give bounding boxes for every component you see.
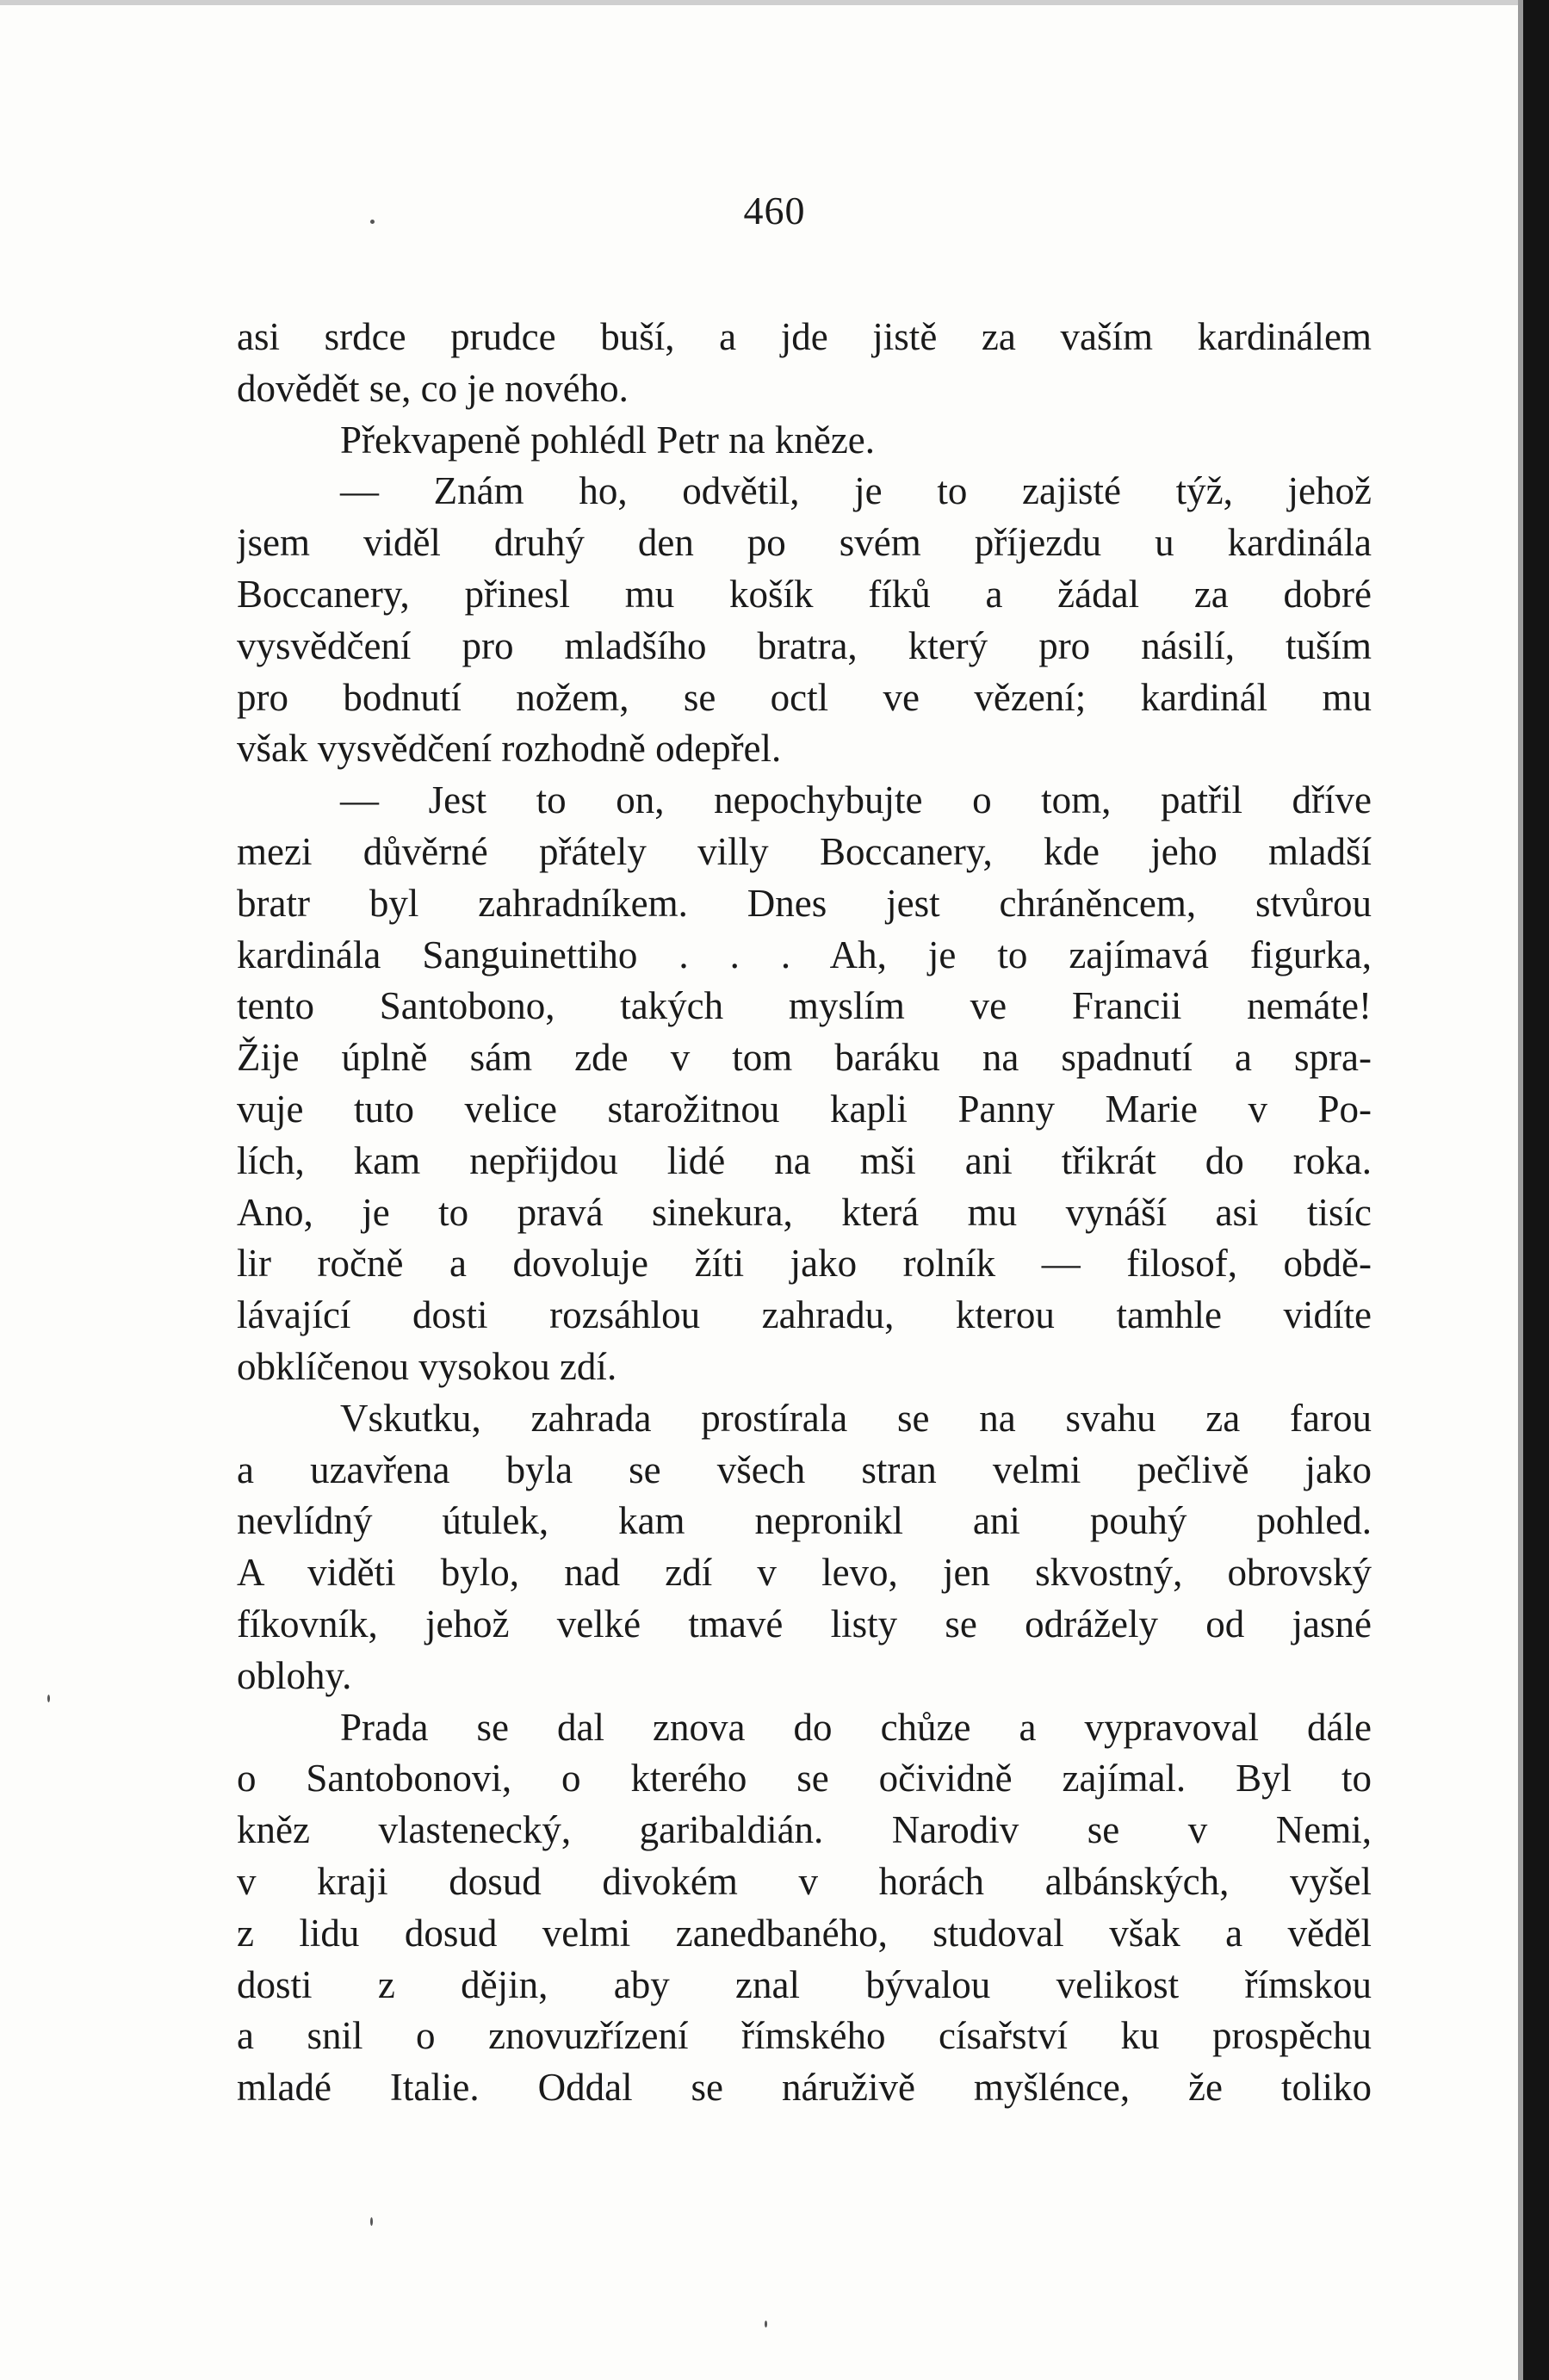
text-line: mladé Italie. Oddal se náruživě myšlénce, že toliko [237, 2066, 1372, 2110]
text-line: tento Santobono, takých myslím ve Francii nemáte! [237, 984, 1372, 1028]
text-line: Žije úplně sám zde v tom baráku na spadnutí a spra- [237, 1036, 1372, 1080]
text-line: a uzavřena byla se všech stran velmi pečlivě jako [237, 1447, 1372, 1491]
text-line: oblohy. [237, 1653, 352, 1697]
text-line: v kraji dosud divokém v horách albánských, vyšel [237, 1859, 1372, 1903]
text-line: z lidu dosud velmi zanedbaného, studoval však a věděl [237, 1911, 1372, 1955]
text-line: jsem viděl druhý den po svém příjezdu u kardinála [237, 521, 1372, 565]
text-line: Ano, je to pravá sinekura, která mu vynáší asi tisíc [237, 1190, 1372, 1234]
text-line: lích, kam nepřijdou lidé na mši ani třikrát do roka. [237, 1138, 1372, 1182]
body-text [237, 312, 1372, 2114]
scan-speck [370, 2217, 373, 2226]
text-line: dovědět se, co je nového. [237, 366, 629, 410]
text-line: kněz vlastenecký, garibaldián. Narodiv se v Nemi, [237, 1808, 1372, 1852]
text-line: — Znám ho, odvětil, je to zajisté týž, jehož [340, 469, 1372, 513]
page-right-edge [1523, 0, 1549, 2380]
text-line: pro bodnutí nožem, se octl ve vězení; kardinál mu [237, 675, 1372, 719]
text-line: vuje tuto velice starožitnou kapli Panny Marie v Po- [237, 1087, 1372, 1131]
text-line: fíkovník, jehož velké tmavé listy se odrážely od jasné [237, 1602, 1372, 1646]
text-line: Vskutku, zahrada prostírala se na svahu za farou [340, 1396, 1372, 1440]
scan-speck [765, 2321, 767, 2327]
text-line: kardinála Sanguinettiho . . . Ah, je to zajímavá figurka, [237, 933, 1372, 976]
text-line: obklíčenou vysokou zdí. [237, 1344, 617, 1388]
text-line: dosti z dějin, aby znal bývalou velikost římskou [237, 1962, 1372, 2006]
text-line: asi srdce prudce buší, a jde jistě za vaším kardinálem [237, 315, 1372, 358]
text-line: A viděti bylo, nad zdí v levo, jen skvostný, obrovský [237, 1551, 1372, 1595]
text-line: mezi důvěrné přátely villy Boccanery, kde jeho mladší [237, 829, 1372, 873]
page-top-edge [0, 0, 1523, 5]
scan-speck [47, 1695, 50, 1702]
page-number: 460 [743, 189, 806, 232]
text-line: a snil o znovuzřízení římského císařství ku prospěchu [237, 2014, 1372, 2058]
text-line: bratr byl zahradníkem. Dnes jest chráněncem, stvůrou [237, 881, 1372, 925]
text-line: Boccanery, přinesl mu košík fíků a žádal za dobré [237, 572, 1372, 616]
text-line: vysvědčení pro mladšího bratra, který pro násilí, tuším [237, 623, 1372, 667]
text-line: nevlídný útulek, kam nepronikl ani pouhý pohled. [237, 1499, 1372, 1543]
text-line: — Jest to on, nepochybujte o tom, patřil dříve [340, 778, 1372, 822]
text-line: o Santobonovi, o kterého se očividně zajímal. Byl to [237, 1757, 1372, 1800]
text-line: však vysvědčení rozhodně odepřel. [237, 727, 782, 771]
text-line: lávající dosti rozsáhlou zahradu, kterou tamhle vidíte [237, 1293, 1372, 1337]
text-line: lir ročně a dovoluje žíti jako rolník — filosof, obdě- [237, 1242, 1372, 1286]
text-line: Prada se dal znova do chůze a vypravoval dále [340, 1705, 1372, 1749]
text-line: Překvapeně pohlédl Petr na kněze. [340, 418, 876, 462]
